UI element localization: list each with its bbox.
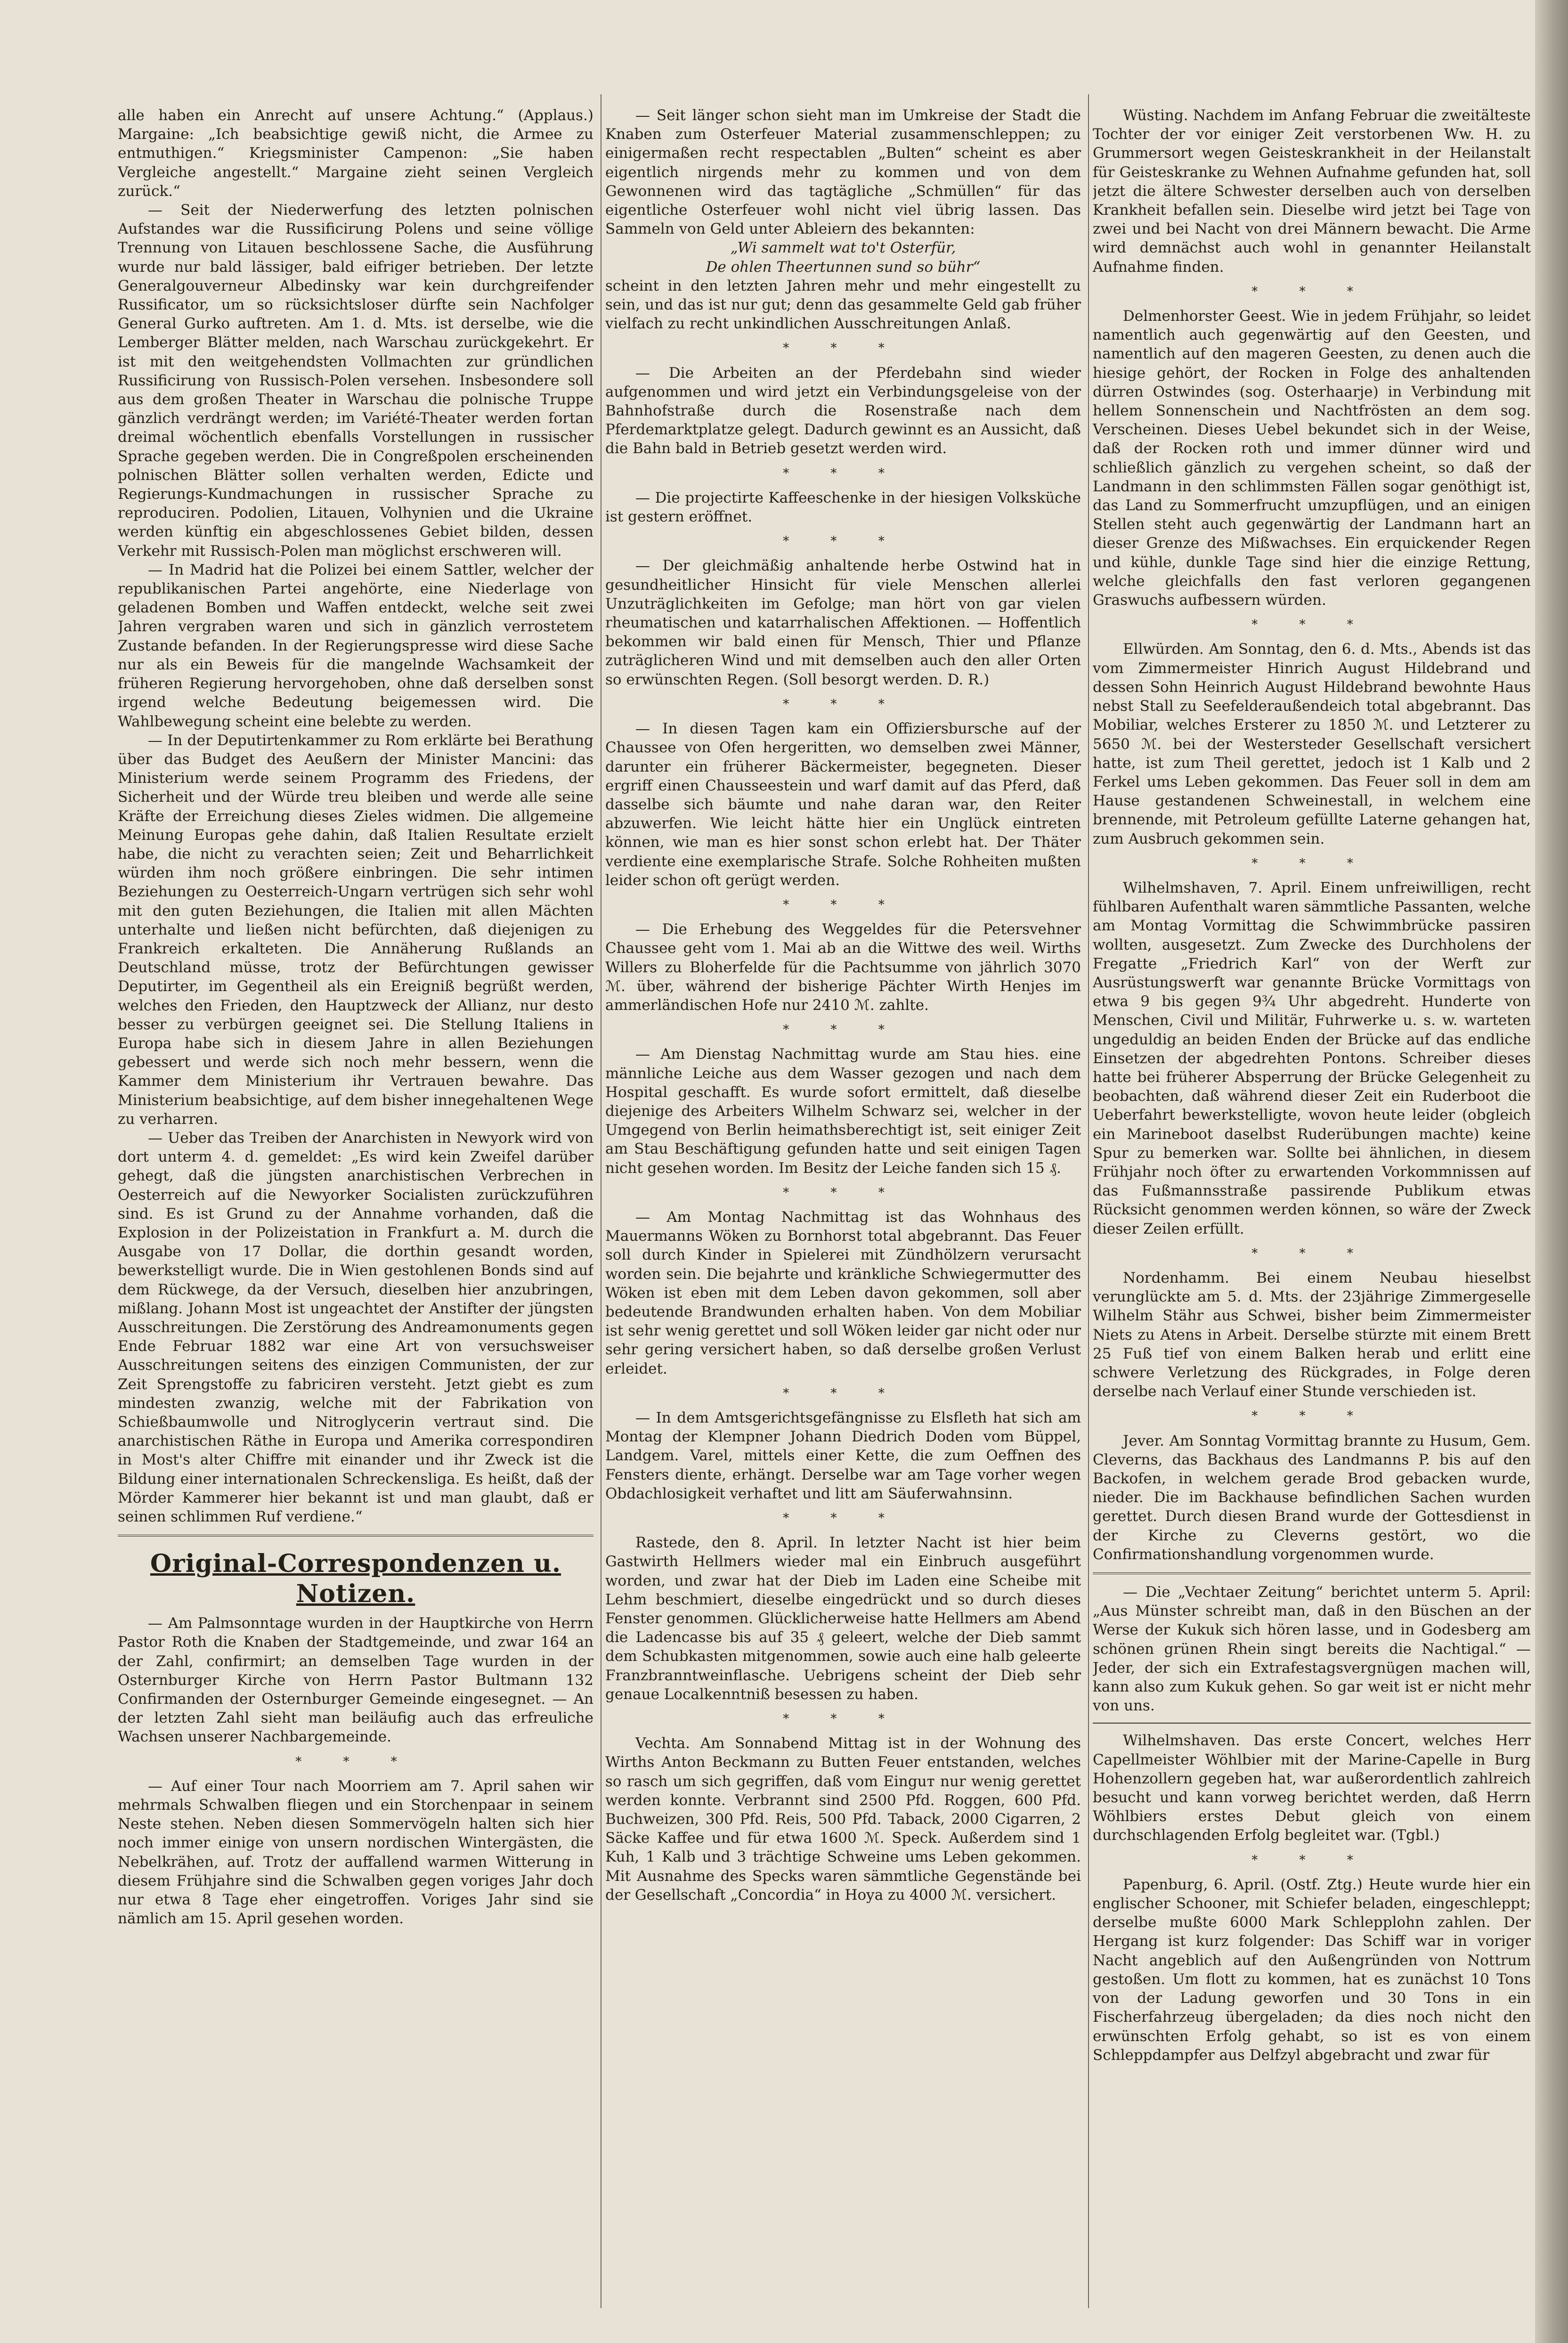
section-rule bbox=[118, 1535, 593, 1537]
article-paragraph: — Auf einer Tour nach Moorriem am 7. April sahen wir mehrmals Schwalben fliegen und ein Storchenpaar in seinem Neste stehen. Neben diesen Sommervögeln halten sich hier noch immer einige von unsern nordischen Wintergästen, die Nebelkrähen, auf. Trotz der auffallend warmen Witterung in diesem Frühjahre sind die Schwalben gegen voriges Jahr doch nur etwa 8 Tage eher eingetroffen. Voriges Jahr sind sie nämlich am 15. April gesehen worden. bbox=[118, 1777, 593, 1928]
star-separator: * * * bbox=[783, 1511, 903, 1526]
verse-line: De ohlen Theertunnen sund so bühr“ bbox=[706, 258, 981, 276]
star-separator: * * * bbox=[783, 466, 903, 480]
article-paragraph: — Am Palmsonntage wurden in der Hauptkirche von Herrn Pastor Roth die Knaben der Stadtgemeinde, und zwar 164 an der Zahl, confirmirt; an demselben Tage wurden in der Osternburger Kirche von Herrn Pastor Bultmann 132 Confirmanden der Osternburger Gemeinde eingesegnet. — An der letzten Zahl sieht man beiläufig auch das erfreuliche Wachsen unserer Nachbargemeinde. bbox=[118, 1615, 593, 1746]
section-rule bbox=[1093, 1723, 1531, 1724]
article-paragraph: Wüsting. Nachdem im Anfang Februar die zweitälteste Tochter der vor einiger Zeit verstorbenen Ww. H. zu Grummersort wegen Geisteskrankheit in der Heilanstalt für Geisteskranke zu Wehnen Aufnahme gefunden hat, soll jetzt die ältere Schwester derselben auch von derselben Krankheit befallen sein. Dieselbe wird jetzt bei Tage von zwei und bei Nacht von drei Männern bewacht. Die Arme wird demnächst auch wohl in genannter Heilanstalt Aufnahme finden. bbox=[1093, 107, 1531, 276]
article-paragraph: Papenburg, 6. April. (Ostf. Ztg.) Heute wurde hier ein englischer Schooner, mit Schiefer beladen, eingeschleppt; derselbe mußte 6000 Mark Schlepplohn zahlen. Der Hergang ist kurz folgender: Das Schiff war in voriger Nacht angeblich auf den Außengründen von Nottrum gestoßen. Um flott zu kommen, hat es zunächst 10 Tons von der Ladung geworfen und 30 Tons in ein Fischerfahrzeug übergeladen; da dies noch nicht den erwünschten Erfolg gehabt, so ist es von einem Schleppdampfer aus Delfzyl abgebracht und zwar für bbox=[1093, 1876, 1531, 2064]
article-paragraph: Wilhelmshaven, 7. April. Einem unfreiwilligen, recht fühlbaren Aufenthalt waren sämmtliche Passanten, welche am Montag Vormittag die Schwimmbrücke passiren wollten, ausgesetzt. Zum Zwecke des Durchholens der Fregatte „Friedrich Karl“ von der Werft zur Ausrüstungswerft war genannte Brücke Vormittags von etwa 9 bis gegen 9¾ Uhr abgedreht. Hunderte von Menschen, Civil und Militär, Fuhrwerke u. s. w. warteten ungeduldig an beiden Enden der Brücke auf das endliche Einsetzen der abgedrehten Pontons. Schreiber dieses hatte bei früherer Absperrung der Brücke Gelegenheit zu beobachten, daß während dieser Zeit ein Ruderboot die Ueberfahrt bewerkstelligte, wovon heute leider (obgleich ein Marineboot daselbst Ruderübungen machte) keine Spur zu bemerken war. Sollte bei ähnlichen, in diesem Frühjahr noch öfter zu erwartenden Vorkommnissen auf das Fußmannsstraße passirende Publikum etwas Rücksicht genommen werden können, so wäre der Zweck dieser Zeilen erfüllt. bbox=[1093, 879, 1531, 1237]
article-paragraph: — In diesen Tagen kam ein Offiziersbursche auf der Chaussee von Ofen hergeritten, wo demselben zwei Männer, darunter ein früherer Bäckermeister, begegneten. Dieser ergriff einen Chausseestein und warf damit auf das Pferd, daß dasselbe sich bäumte und nahe daran war, den Reiter abzuwerfen. Wie leicht hätte hier ein Unglück eintreten können, wie man es hier sonst schon erlebt hat. Der Thäter verdiente eine exemplarische Strafe. Solche Rohheiten mußten leider schon oft gerügt werden. bbox=[605, 720, 1081, 889]
star-separator: * * * bbox=[783, 534, 903, 549]
article-paragraph: Ellwürden. Am Sonntag, den 6. d. Mts., Abends ist das vom Zimmermeister Hinrich August Hildebrand und dessen Sohn Heinrich August Hildebrand bewohnte Haus nebst Stall zu Seefelderaußendeich total abgebrannt. Das Mobiliar, welches Ersterer zu 1850 ℳ. und Letzterer zu 5650 ℳ. bei der Westersteder Gesellschaft versichert hatte, ist zum Theil gerettet, jedoch ist 1 Kalb und 2 Ferkel ums Leben gekommen. Das Feuer soll in dem am Hause gestandenen Schweinestall, in welchem eine brennende, mit Petroleum gefüllte Laterne gehangen hat, zum Ausbruch gekommen sein. bbox=[1093, 641, 1531, 847]
article-paragraph: Vechta. Am Sonnabend Mittag ist in der Wohnung des Wirths Anton Beckmann zu Butten Feuer entstanden, welches so rasch um sich gegriffen, daß vom Einguт nur wenig gerettet werden konnte. Verbrannt sind 2500 Pfd. Roggen, 600 Pfd. Buchweizen, 300 Pfd. Reis, 500 Pfd. Taback, 2000 Cigarren, 2 Säcke Kaffee und für etwa 1600 ℳ. Speck. Außerdem sind 1 Kuh, 1 Kalb und 3 trächtige Schweine ums Leben gekommen. Mit Ausnahme des Specks waren sämmtliche Gegenstände bei der Gesellschaft „Concordia“ in Hoya zu 4000 ℳ. versichert. bbox=[605, 1735, 1081, 1904]
verse-line: „Wi sammelt wat to't Osterfür, bbox=[730, 239, 956, 257]
star-separator: * * * bbox=[295, 1754, 416, 1769]
section-heading: Original-Correspondenzen u. Notizen. bbox=[150, 1549, 561, 1609]
article-paragraph: — Am Montag Nachmittag ist das Wohnhaus des Mauermanns Wöken zu Bornhorst total abgebrannt. Das Feuer soll durch Kinder in Spielerei mit Zündhölzern verursacht worden sein. Die bejahrte und kränkliche Schwiegermutter des Wöken ist eben mit dem Leben davon gekommen, soll aber bedeutende Brandwunden erhalten haben. Von dem Mobiliar ist sehr wenig gerettet und soll Wöken leider gar nicht oder nur sehr gering versichert haben, so daß derselbe großen Verlust erleidet. bbox=[605, 1208, 1081, 1377]
page-binding-edge bbox=[1535, 0, 1568, 2343]
article-paragraph: Rastede, den 8. April. In letzter Nacht ist hier beim Gastwirth Hellmers wieder mal ein Einbruch ausgeführt worden, und zwar hat der Dieb im Laden eine Scheibe mit Lehm beschmiert, dieselbe eingedrückt und so durch dieses Fenster genommen. Glücklicherweise hatte Hellmers am Abend die Ladencasse bis auf 35 ₰ geleert, welche der Dieb sammt dem Schubkasten mitgenommen, sowie auch eine halb geleerte Franzbranntweinflasche. Uebrigens scheint der Dieb sehr genaue Localkenntniß besessen zu haben. bbox=[605, 1534, 1081, 1703]
article-paragraph: Jever. Am Sonntag Vormittag brannte zu Husum, Gem. Cleverns, das Backhaus des Landmanns P. bis auf den Backofen, in welchem gerade Brod gebacken wurde, nieder. Die im Backhause befindlichen Sachen wurden gerettet. Durch diesen Brand wurde der Gottesdienst in der Kirche zu Cleverns gestört, wo die Confirmationshandlung vorgenommen wurde. bbox=[1093, 1432, 1531, 1563]
article-paragraph: Wilhelmshaven. Das erste Concert, welches Herr Capellmeister Wöhlbier mit der Marine-Capelle in Burg Hohenzollern gegeben hat, war außerordentlich zahlreich besucht und kann vorweg berichtet werden, daß Herrn Wöhlbiers erstes Debut gleich von einem durchschlagenden Erfolg begleitet war. (Tgbl.) bbox=[1093, 1732, 1531, 1844]
column-right bbox=[1093, 106, 1531, 2320]
article-paragraph: — Die Arbeiten an der Pferdebahn sind wieder aufgenommen und wird jetzt ein Verbindungsgeleise von der Bahnhofstraße durch die Rosenstraße nach dem Pferdemarktplatze gelegt. Dadurch gewinnt es an Aussicht, daß die Bahn bald in Betrieb gesetzt werden wird. bbox=[605, 364, 1081, 457]
article-paragraph: — Der gleichmäßig anhaltende herbe Ostwind hat in gesundheitlicher Hinsicht für viele Menschen allerlei Unzuträglichkeiten im Gefolge; man hört von gar vielen rheumatischen und katarrhalischen Affektionen. — Hoffentlich bekommen wir bald einen für Mensch, Thier und Pflanze zuträglicheren Wind und mit demselben auch den aller Orten so erwünschten Regen. (Soll besorgt werden. D. R.) bbox=[605, 557, 1081, 688]
article-paragraph: — Die projectirte Kaffeeschenke in der hiesigen Volksküche ist gestern eröffnet. bbox=[605, 489, 1081, 526]
article-paragraph: — Die Erhebung des Weggeldes für die Petersvehner Chaussee geht vom 1. Mai ab an die Wittwe des weil. Wirths Willers zu Bloherfelde für die Pachtsumme von jährlich 3070 ℳ. über, während der bisherige Pächter Wirth Henjes im ammerländischen Hofe nur 2410 ℳ. zahlte. bbox=[605, 921, 1081, 1014]
article-paragraph: — In Madrid hat die Polizei bei einem Sattler, welcher der republikanischen Partei angehörte, eine Niederlage von geladenen Bomben und Waffen entdeckt, welche seit zwei Jahren vergraben waren und sich in gänzlich verrostetem Zustande befanden. In der Regierungspresse wird diese Sache nur als ein Beweis für die mangelnde Wachsamkeit der früheren Regierung hervorgehoben, ohne daß derselben sonst irgend welche Bedeutung beigemessen wird. Die Wahlbewegung scheint eine belebte zu werden. bbox=[118, 561, 593, 730]
star-separator: * * * bbox=[783, 1023, 903, 1037]
star-separator: * * * bbox=[1251, 1853, 1372, 1867]
article-paragraph: — Die „Vechtaer Zeitung“ berichtet unterm 5. April: „Aus Münster schreibt man, daß in den Büschen an der Werse der Kukuk sich hören lasse, und in Godesberg am schönen grünen Rhein singt bereits die Nachtigal.“ — Jeder, der sich ein Extrafestagsvergnügen machen will, kann also zum Kukuk gehen. So gar weit ist er nicht mehr von uns. bbox=[1093, 1584, 1531, 1715]
star-separator: * * * bbox=[1251, 1246, 1372, 1261]
star-separator: * * * bbox=[1251, 856, 1372, 870]
article-paragraph: — Seit länger schon sieht man im Umkreise der Stadt die Knaben zum Osterfeuer Material zusammenschleppen; zu einigermaßen recht respectablen „Bulten“ scheint es aber eigentlich nirgends mehr zu kommen und von dem Gewonnenen wird das tagtägliche „Schmüllen“ für das eigentliche Osterfeuer wohl nicht viel übrig lassen. Das Sammeln von Geld unter Ableiern des bekannten: bbox=[605, 107, 1081, 238]
article-paragraph: — Seit der Niederwerfung des letzten polnischen Aufstandes war die Russificirung Polens und seine völlige Trennung von Litauen beschlossene Sache, die Ausführung wurde nur bald lässiger, bald eifriger betrieben. Der letzte Generalgouverneur Albedinsky war kein durchgreifender Russificator, um so rücksichtsloser dürfte sein Nachfolger General Gurko auftreten. Am 1. d. Mts. ist derselbe, wie die Lemberger Blätter melden, nach Warschau zurückgekehrt. Er ist mit den weitgehendsten Vollmachten zur gründlichen Russificirung von Russisch-Polen versehen. Insbesondere soll aus dem großen Theater in Warschau die polnische Truppe gänzlich verdrängt werden; im Variété-Theater werden fortan dreimal wöchentlich ebenfalls Vorstellungen in russischer Sprache gegeben werden. Die in Congreßpolen erscheinenden polnischen Blätter sollen verhalten werden, Edicte und Regierungs-Kundmachungen in russischer Sprache zu reproduciren. Podolien, Litauen, Volhynien und die Ukraine werden künftig ein abgeschlossenes Gebiet bilden, dessen Verkehr mit Russisch-Polen man möglichst erschweren will. bbox=[118, 202, 593, 560]
star-separator: * * * bbox=[1251, 1409, 1372, 1424]
article-paragraph: scheint in den letzten Jahren mehr und mehr eingestellt zu sein, und das ist nur gut; denn das gesammelte Geld gab früher vielfach zu recht unkindlichen Ausschreitungen Anlaß. bbox=[605, 277, 1081, 333]
star-separator: * * * bbox=[1251, 284, 1372, 299]
article-paragraph: — Am Dienstag Nachmittag wurde am Stau hies. eine männliche Leiche aus dem Wasser gezogen und nach dem Hospital geschafft. Es wurde sofort ermittelt, daß dieselbe diejenige des Arbeiters Wilhelm Schwarz sei, welcher in der Umgegend von Berlin heimathsberechtigt ist, seit einiger Zeit am Stau Beschäftigung gefunden hatte und seit einigen Tagen nicht gesehen worden. Im Besitz der Leiche fanden sich 15 ₰. bbox=[605, 1046, 1081, 1177]
star-separator: * * * bbox=[783, 1712, 903, 1726]
star-separator: * * * bbox=[783, 697, 903, 711]
star-separator: * * * bbox=[783, 341, 903, 356]
article-paragraph: — In dem Amtsgerichtsgefängnisse zu Elsfleth hat sich am Montag der Klempner Johann Diedrich Doden vom Büppel, Landgem. Varel, mittels einer Kette, die zum Oeffnen des Fensters diente, erhängt. Derselbe war am Tage vorher wegen Obdachlosigkeit verhaftet und litt am Säuferwahnsinn. bbox=[605, 1409, 1081, 1502]
article-paragraph: Nordenhamm. Bei einem Neubau hieselbst verunglückte am 5. d. Mts. der 23jährige Zimmergeselle Wilhelm Stähr aus Schwei, bisher beim Zimmermeister Niets zu Atens in Arbeit. Derselbe stürzte mit einem Brett 25 Fuß tief von einem Balken herab und erlitt eine schwere Verletzung des Rückgrades, in Folge deren derselbe nach Verlauf einer Stunde verschieden ist. bbox=[1093, 1269, 1531, 1400]
article-paragraph: Delmenhorster Geest. Wie in jedem Frühjahr, so leidet namentlich auch gegenwärtig auf den Geesten, und namentlich auf den mageren Geesten, zu denen auch die hiesige gehört, der Rocken in Folge des anhaltenden dürren Ostwindes (sog. Osterhaarje) in Verbindung mit hellem Sonnenschein und Nachtfrösten an dem sog. Verscheinen. Dieses Uebel bekundet sich in der Weise, daß der Rocken roth und immer dünner wird und schließlich gänzlich zu vergehen scheint, so daß der Landmann in den schlimmsten Fällen sogar genöthigt ist, das Land zu Sommerfrucht umzupflügen, und an einigen Stellen steht auch gegenwärtig der Landmann hart an dieser Grenze des Mißwachses. Ein erquickender Regen und kühle, dunkle Tage sind hier die einzige Rettung, welche gleichfalls den fast verloren gegangenen Graswuchs aufbessern würden. bbox=[1093, 308, 1531, 609]
column-left bbox=[118, 106, 593, 2320]
column-middle bbox=[605, 106, 1081, 2320]
article-paragraph: — In der Deputirtenkammer zu Rom erklärte bei Berathung über das Budget des Aeußern der Minister Mancini: das Ministerium werde seinem Programm des Friedens, der Sicherheit und der Würde treu bleiben und werde alle seine Kräfte der Erreichung dieses Zieles widmen. Die allgemeine Meinung Europas gehe dahin, daß Italien Resultate erzielt habe, die nicht zu verachten seien; Zeit und Beharrlichkeit würden ihm noch größere einbringen. Die sehr intimen Beziehungen zu Oesterreich-Ungarn vertrügen sich sehr wohl mit den guten Beziehungen, die Italien mit allen Mächten unterhalte und ließen nicht befürchten, daß diejenigen zu Frankreich erkalteten. Die Annäherung Rußlands an Deutschland müsse, trotz der Befürchtungen gewisser Deputirter, im Gegentheil als ein Ereigniß begrüßt werden, welches den Frieden, den Hauptzweck der Allianz, nur desto besser zu verbürgen geeignet sei. Die Stellung Italiens in Europa habe sich in diesem Jahre in allen Beziehungen gebessert und werde sich noch mehr bessern, wenn die Kammer dem Ministerium ihr Vertrauen bewahre. Das Ministerium beabsichtige, auf dem bisher innegehaltenen Wege zu verharren. bbox=[118, 732, 593, 1128]
star-separator: * * * bbox=[783, 1185, 903, 1200]
section-rule bbox=[1093, 1572, 1531, 1574]
article-paragraph: alle haben ein Anrecht auf unsere Achtung.“ (Applaus.) Margaine: „Ich beabsichtige gewiß nicht, die Armee zu entmuthigen.“ Kriegsminister Campenon: „Sie haben Vergleiche angestellt.“ Margaine zieht seinen Vergleich zurück.“ bbox=[118, 107, 593, 200]
article-paragraph: — Ueber das Treiben der Anarchisten in Newyork wird von dort unterm 4. d. gemeldet: „Es wird kein Zweifel darüber gehegt, daß die jüngsten anarchistischen Verbrechen in Oesterreich auf die Newyorker Socialisten zurückzuführen sind. Es ist Grund zu der Annahme vorhanden, daß die Explosion in der Polizeistation in Frankfurt a. M. durch die Ausgabe von 17 Dollar, die dorthin gesandt worden, bewerkstelligt wurde. Die in Wien gestohlenen Bonds sind auf dem Rückwege, da der Versuch, dieselben hier anzubringen, mißlang. Johann Most ist ungeachtet der Anstifter der jüngsten Ausschreitungen. Die Zerstörung des Andreamonuments gegen Ende Februar 1882 war eine Art von versuchsweiser Ausschreitungen seitens des einzigen Communisten, der zur Zeit Sprengstoffe zu fabriciren versteht. Jetzt giebt es zum mindesten zwanzig, welche mit der Fabrikation von Schießbaumwolle und Nitroglycerin vertraut sind. Die anarchistischen Räthe in Europa und Amerika correspondiren in Most's alter Chiffre mit einander und ihr Zweck ist die Bildung einer internationalen Schreckensliga. Es heißt, daß der Mörder Kammerer hier bekannt ist und man glaubt, daß er seinen schlimmen Ruf verdiene.“ bbox=[118, 1129, 593, 1526]
column-divider bbox=[1088, 94, 1089, 2308]
star-separator: * * * bbox=[1251, 618, 1372, 632]
star-separator: * * * bbox=[783, 1386, 903, 1400]
star-separator: * * * bbox=[783, 897, 903, 912]
